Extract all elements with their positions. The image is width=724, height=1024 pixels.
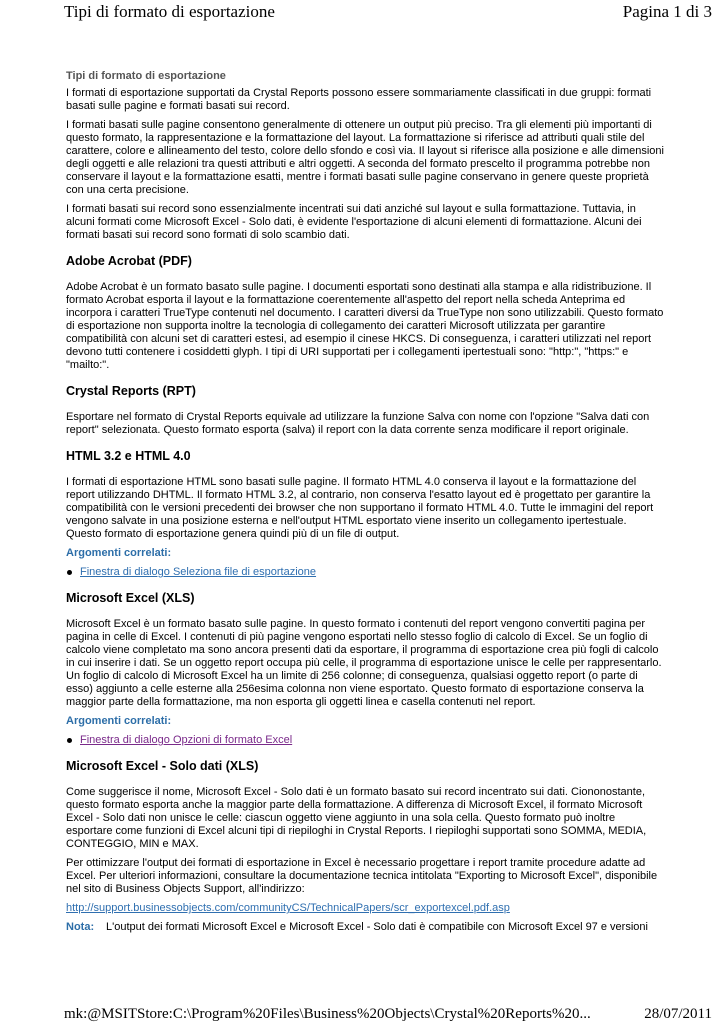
- page-header: [64, 2, 712, 26]
- section-text-xls-data: Per ottimizzare l'output dei formati di esportazione in Excel è necessario progettare i report tramite procedure adatte ad Excel. Per ulteriori informazioni, consultare la documentazione tecnica intitolata "Exporting to Microsoft Excel", disponibile nel sito di Business Objects Support, all'indirizzo:: [66, 857, 658, 895]
- section-heading-rpt: Crystal Reports (RPT): [66, 384, 196, 398]
- section-heading-xls-data: Microsoft Excel - Solo dati (XLS): [66, 759, 259, 773]
- related-topics-label: Argomenti correlati:: [66, 715, 172, 727]
- intro-paragraph: I formati basati sulle pagine consentono generalmente di ottenere un output più preciso. Tra gli elementi più importanti di questo formato, la rappresentazione e la formattazione del layout. La formattazione si riferisce ad attributi quali stile del carattere, colore e allineamento del testo, colore dello sfondo e così via. Il layout si riferisce alla posizione e alle dimensioni degli oggetti e alle relazioni tra questi attributi e altri oggetti. A seconda del formato prescelto il programma potrebbe non conservare il layout e la formattazione esatti, mentre i formati basati sulle pagine conservano in genere queste proprietà con una certa precisione.: [66, 119, 664, 196]
- related-topics-label: Argomenti correlati:: [66, 547, 172, 559]
- intro-paragraph: I formati di esportazione supportati da Crystal Reports possono essere sommariamente classificati in due gruppi: formati basati sulle pagine e formati basati sui record.: [66, 87, 652, 112]
- list-item: [66, 566, 664, 579]
- note-label: Nota:: [66, 921, 95, 933]
- footer-date: 28/07/2011: [644, 1006, 712, 1022]
- related-topics-list: [66, 566, 664, 579]
- document-title: Tipi di formato di esportazione: [66, 70, 226, 82]
- note-box: [66, 921, 664, 934]
- section-text-html: I formati di esportazione HTML sono basati sulle pagine. Il formato HTML 4.0 conserva il layout e la formattazione del report utilizzando DHTML. Il formato HTML 3.2, al contrario, non conserva l'esatto layout ed è progettato per garantire la compatibilità con le versioni precedenti dei browser che non supportano il formato HTML 4.0. Tutte le immagini del report vengono salvate in una posizione esterna e nell'output HTML esportato viene inserito un collegamento ipertestuale. Questo formato di esportazione genera quindi più di un file di output.: [66, 476, 654, 540]
- section-heading-html: HTML 3.2 e HTML 4.0: [66, 449, 191, 463]
- footer-path: mk:@MSITStore:C:\Program%20Files\Business%20Objects\Crystal%20Reports%20...: [64, 1006, 591, 1022]
- related-topics-list: [66, 734, 664, 747]
- section-text-xls: Microsoft Excel è un formato basato sulle pagine. In questo formato i contenuti del report vengono convertiti pagina per pagina in celle di Excel. I contenuti di più pagine vengono esportati nello stesso foglio di calcolo di Excel. Se un foglio di calcolo viene completato ma sono ancora presenti dati da esportare, il programma di esportazione crea più fogli di calcolo in cui inserire i dati. Se un oggetto report occupa più celle, il programma di esportazione unisce le celle per rappresentarlo. Un foglio di calcolo di Microsoft Excel ha un limite di 256 colonne; di conseguenza, qualsiasi oggetto report (o parte di esso) aggiunto a celle esterne alla 256esima colonna non viene esportato. Questo formato di esportazione conserva la maggior parte della formattazione, ma non esporta gli oggetti linea e casella contenuti nel report.: [66, 618, 662, 708]
- link-excel-options-dialog[interactable]: Finestra di dialogo Opzioni di formato Excel: [80, 734, 293, 746]
- note-text: L'output dei formati Microsoft Excel e Microsoft Excel - Solo dati è compatibile con Microsoft Excel 97 e versioni: [106, 921, 648, 933]
- section-heading-xls: Microsoft Excel (XLS): [66, 591, 195, 605]
- section-text-rpt: Esportare nel formato di Crystal Reports equivale ad utilizzare la funzione Salva con nome con l'opzione "Salva dati con report" selezionata. Questo formato esporta (salva) il report con la data corrente senza modificare il report originale.: [66, 411, 650, 436]
- list-item: [66, 734, 664, 747]
- intro-paragraph: I formati basati sui record sono essenzialmente incentrati sui dati anziché sul layout e sulla formattazione. Tuttavia, in alcuni formati come Microsoft Excel - Solo dati, è evidente l'esportazione di alcuni elementi di formattazione. Alcuni dei formati basati sui record sono formati di solo scambio dati.: [66, 203, 642, 241]
- section-text-xls-data: Come suggerisce il nome, Microsoft Excel - Solo dati è un formato basato sui record incentrato sui dati. Ciononostante, questo formato esporta anche la maggior parte della formattazione. A differenza di Microsoft Excel, il formato Microsoft Excel - Solo dati non unisce le celle: ciascun oggetto viene aggiunto in una sola cella. Questo formato può inoltre esportare come funzioni di Excel alcuni tipi di riepiloghi in Crystal Reports. I riepiloghi supportati sono SOMMA, MEDIA, CONTEGGIO, MIN e MAX.: [66, 786, 647, 850]
- document-body: [66, 70, 664, 934]
- section-heading-pdf: Adobe Acrobat (PDF): [66, 254, 192, 268]
- section-text-pdf: Adobe Acrobat è un formato basato sulle pagine. I documenti esportati sono destinati alla stampa e alla ridistribuzione. Il formato Acrobat esporta il layout e la formattazione coerentemente all'aspetto del report nella scheda Anteprima ed incorpora i caratteri TrueType contenuti nel documento. I caratteri diversi da TrueType non sono utilizzabili. Questo formato di esportazione non supporta inoltre la tecnologia di collegamento dei caratteri Microsoft utilizzata per garantire compatibilità con alcuni set di caratteri estesi, ad esempio il cinese HKCS. Di conseguenza, i caratteri utilizzati nel report devono tutti contenere i cosiddetti glyph. I tipi di URI supportati per i collegamenti ipertestuali sono: "http:", "https:" e "mailto:".: [66, 281, 664, 371]
- support-url-link[interactable]: http://support.businessobjects.com/communityCS/TechnicalPapers/scr_exportexcel.pdf.asp: [66, 902, 510, 914]
- header-page-number: Pagina 1 di 3: [622, 2, 712, 21]
- header-title: Tipi di formato di esportazione: [64, 2, 275, 21]
- link-export-file-dialog[interactable]: Finestra di dialogo Seleziona file di esportazione: [80, 566, 317, 578]
